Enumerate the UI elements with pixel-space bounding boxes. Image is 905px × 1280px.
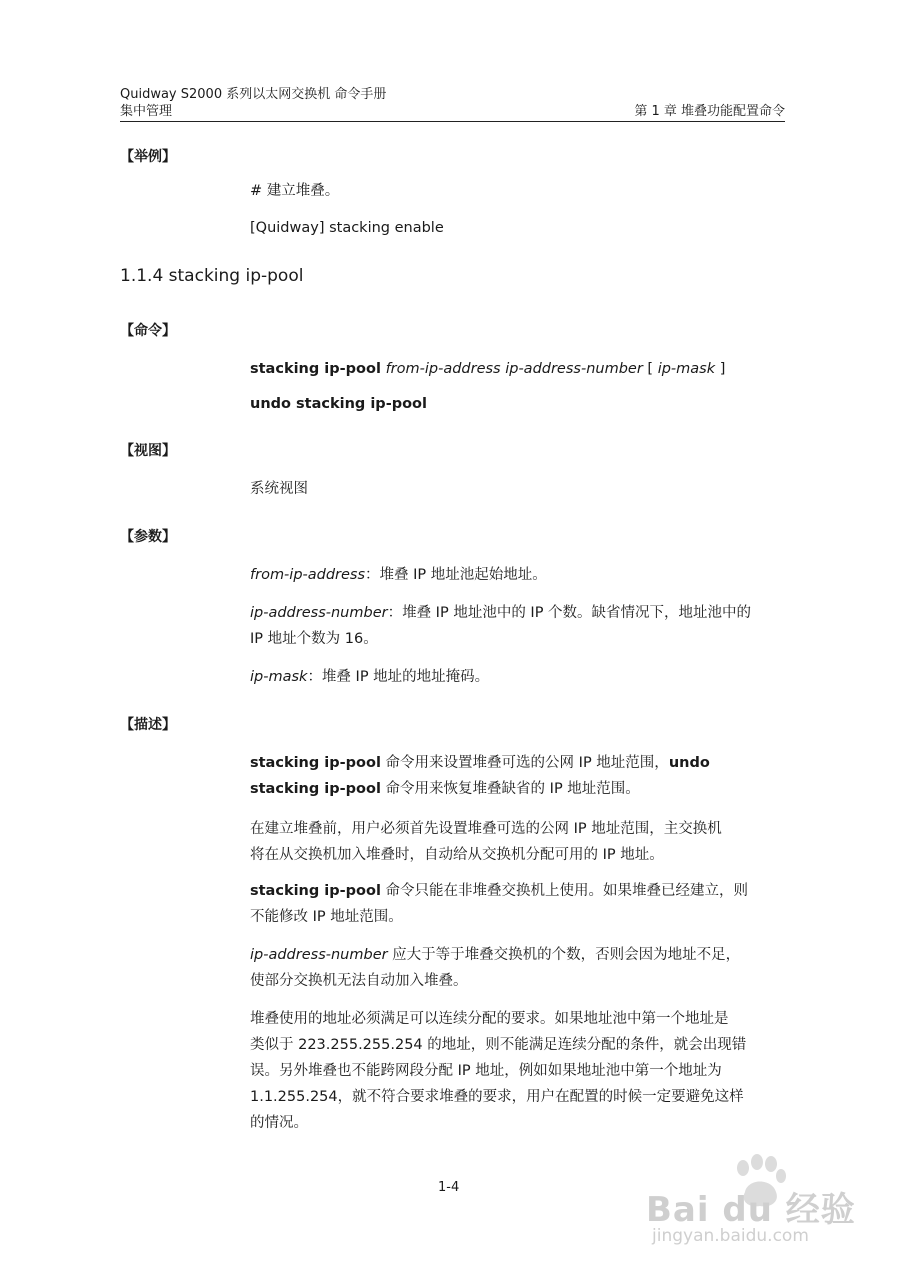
param-name: ip-address-number bbox=[250, 605, 388, 621]
header-subtitle: 集中管理 bbox=[120, 104, 173, 119]
param-name: ip-mask bbox=[250, 669, 308, 685]
param-ip-mask bbox=[250, 664, 778, 690]
desc-line: 不能修改 IP 地址范围。 bbox=[250, 909, 403, 925]
command-label: 【命令】 bbox=[120, 323, 176, 339]
desc-line: 类似于 223.255.255.254 的地址，则不能满足连续分配的条件，就会出现错 bbox=[250, 1037, 747, 1053]
desc-line: 的情况。 bbox=[250, 1115, 308, 1131]
desc-paragraph-3 bbox=[250, 878, 778, 930]
param-desc: ：堆叠 IP 地址的地址掩码。 bbox=[307, 669, 490, 685]
view-text: 系统视图 bbox=[250, 481, 308, 497]
command-undo: undo stacking ip-pool bbox=[250, 396, 427, 412]
header-title: Quidway S2000 系列以太网交换机 命令手册 bbox=[120, 87, 387, 102]
desc-paragraph-2 bbox=[250, 816, 778, 868]
desc-keyword: undo bbox=[668, 755, 710, 771]
param-desc: ：堆叠 IP 地址池起始地址。 bbox=[365, 567, 547, 583]
description-label: 【描述】 bbox=[120, 717, 176, 733]
desc-text: 应大于等于堆叠交换机的个数，否则会因为地址不足， bbox=[387, 947, 741, 963]
bracket-close: ] bbox=[719, 361, 726, 377]
header-chapter: 第 1 章 堆叠功能配置命令 bbox=[634, 104, 785, 119]
param-desc: ：堆叠 IP 地址池中的 IP 个数。缺省情况下，地址池中的 bbox=[387, 605, 752, 621]
example-command: [Quidway] stacking enable bbox=[250, 220, 444, 236]
desc-text: 命令用来恢复堆叠缺省的 IP 地址范围。 bbox=[380, 781, 640, 797]
desc-line: 堆叠使用的地址必须满足可以连续分配的要求。如果地址池中第一个地址是 bbox=[250, 1011, 729, 1027]
desc-paragraph-4 bbox=[250, 942, 778, 994]
command-keyword: stacking ip-pool bbox=[250, 361, 381, 377]
desc-keyword: stacking ip-pool bbox=[250, 883, 381, 899]
desc-line: 误。另外堆叠也不能跨网段分配 IP 地址，例如如果地址池中第一个地址为 bbox=[250, 1063, 722, 1079]
desc-line: 在建立堆叠前，用户必须首先设置堆叠可选的公网 IP 地址范围，主交换机 bbox=[250, 821, 722, 837]
param-desc-cont: IP 地址个数为 16。 bbox=[250, 631, 378, 647]
param-name: from-ip-address bbox=[250, 567, 366, 583]
desc-line: 1.1.255.254，就不符合要求堆叠的要求，用户在配置的时候一定要避免这样 bbox=[250, 1089, 744, 1105]
desc-keyword: stacking ip-pool bbox=[250, 755, 381, 771]
watermark-url: jingyan.baidu.com bbox=[652, 1226, 809, 1246]
section-title: 1.1.4 stacking ip-pool bbox=[120, 266, 304, 286]
desc-text: 命令只能在非堆叠交换机上使用。如果堆叠已经建立，则 bbox=[380, 883, 749, 899]
param-ip-number bbox=[250, 600, 778, 652]
command-arg-a: from-ip-address ip-address-number bbox=[385, 361, 643, 377]
command-syntax bbox=[250, 356, 725, 382]
view-label: 【视图】 bbox=[120, 443, 176, 459]
desc-param: ip-address-number bbox=[250, 947, 388, 963]
desc-keyword: stacking ip-pool bbox=[250, 781, 381, 797]
baidu-watermark bbox=[640, 1150, 870, 1250]
watermark-brand: Bai du 经验 bbox=[646, 1190, 856, 1230]
desc-paragraph-1 bbox=[250, 750, 778, 802]
params-label: 【参数】 bbox=[120, 529, 176, 545]
example-label: 【举例】 bbox=[120, 149, 176, 165]
bracket-open: [ bbox=[647, 361, 654, 377]
example-comment: # 建立堆叠。 bbox=[250, 183, 340, 199]
desc-paragraph-5 bbox=[250, 1006, 778, 1136]
desc-line: 使部分交换机无法自动加入堆叠。 bbox=[250, 973, 468, 989]
header-rule bbox=[120, 121, 785, 122]
page-number: 1-4 bbox=[438, 1180, 460, 1195]
command-arg-b: ip-mask bbox=[657, 361, 716, 377]
param-from-ip bbox=[250, 562, 778, 588]
desc-text: 命令用来设置堆叠可选的公网 IP 地址范围， bbox=[380, 755, 669, 771]
desc-line: 将在从交换机加入堆叠时，自动给从交换机分配可用的 IP 地址。 bbox=[250, 847, 664, 863]
